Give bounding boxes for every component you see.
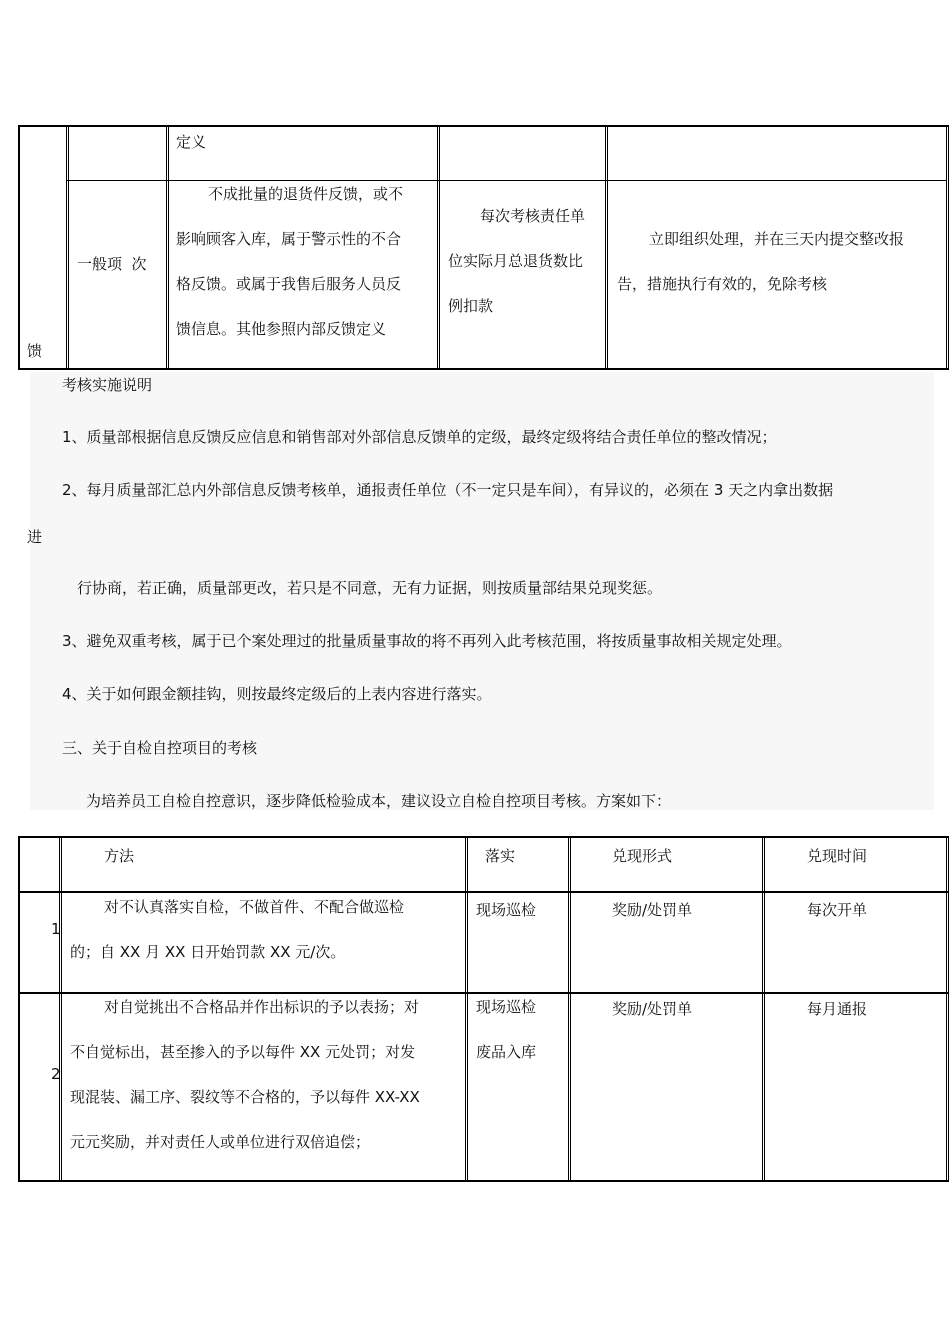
time-value: 每次开单 — [807, 901, 868, 919]
method-line: 对不认真落实自检，不做首件、不配合做巡检 — [104, 898, 405, 916]
deduction-cell — [448, 194, 603, 329]
method-line: 对自觉挑出不合格品并作出标识的予以表扬；对 — [104, 998, 420, 1016]
implementation-line: 现场巡检 — [476, 998, 537, 1016]
time-value: 每月通报 — [807, 1000, 868, 1018]
header-implementation: 落实 — [485, 847, 516, 865]
handling-line: 告，措施执行有效的，免除考核 — [617, 275, 828, 293]
implementation-line: 废品入库 — [476, 1043, 537, 1061]
handling-cell — [617, 217, 945, 307]
header-form: 兑现形式 — [612, 847, 673, 865]
method-line: 元元奖励，并对责任人或单位进行双倍追偿； — [70, 1133, 371, 1151]
definition-line: 格反馈。或属于我售后服务人员反 — [176, 275, 402, 293]
definition-line: 馈信息。其他参照内部反馈定义 — [176, 320, 387, 338]
definition-cell — [176, 172, 434, 352]
implementation-value: 现场巡检 — [476, 901, 537, 919]
paragraph-2-line2: 行协商，若正确，质量部更改，若只是不同意，无有力证据，则按质量部结果兑现奖惩。 — [77, 579, 663, 597]
header-definition: 定义 — [176, 133, 207, 151]
deduction-line: 位实际月总退货数比 — [448, 252, 584, 270]
definition-line: 不成批量的退货件反馈，或不 — [208, 185, 404, 203]
header-method: 方法 — [104, 847, 135, 865]
row-category-label: 馈 — [27, 342, 43, 360]
method-line: 现混装、漏工序、裂纹等不合格的，予以每件 XX-XX — [70, 1088, 420, 1106]
paragraph-3: 3、避免双重考核，属于已个案处理过的批量质量事故的将不再列入此考核范围，将按质量事故相关规定处理。 — [62, 632, 792, 650]
paragraph-2-continuation: 进 — [27, 528, 43, 546]
method-line: 的；自 XX 月 XX 日开始罚款 XX 元/次。 — [70, 943, 346, 961]
paragraph-4: 4、关于如何跟金额挂钩，则按最终定级后的上表内容进行落实。 — [62, 685, 492, 703]
definition-line: 影响顾客入库，属于警示性的不合 — [176, 230, 402, 248]
paragraph-1: 1、质量部根据信息反馈反应信息和销售部对外部信息反馈单的定级，最终定级将结合责任单位的整改情况； — [62, 428, 777, 446]
section-3-title: 三、关于自检自控项目的考核 — [62, 739, 258, 757]
deduction-line: 每次考核责任单 — [480, 207, 586, 225]
method-cell — [70, 985, 462, 1165]
paragraph-2: 2、每月质量部汇总内外部信息反馈考核单，通报责任单位（不一定只是车间），有异议的，必须在 3 天之内拿出数据 — [62, 481, 834, 499]
deduction-line: 例扣款 — [448, 297, 494, 315]
form-value: 奖励/处罚单 — [612, 901, 693, 919]
handling-line: 立即组织处理，并在三天内提交整改报 — [649, 230, 905, 248]
implementation-cell — [476, 985, 566, 1075]
row-number: 2 — [51, 1065, 61, 1083]
row-number: 1 — [51, 920, 61, 938]
form-value: 奖励/处罚单 — [612, 1000, 693, 1018]
header-time: 兑现时间 — [807, 847, 868, 865]
method-cell — [70, 885, 462, 975]
level-label: 一般项 次 — [77, 255, 147, 273]
intro-paragraph: 为培养员工自检自控意识，逐步降低检验成本，建议设立自检自控项目考核。方案如下： — [86, 792, 672, 810]
section-title: 考核实施说明 — [62, 376, 153, 394]
method-line: 不自觉标出，甚至掺入的予以每件 XX 元处罚；对发 — [70, 1043, 416, 1061]
